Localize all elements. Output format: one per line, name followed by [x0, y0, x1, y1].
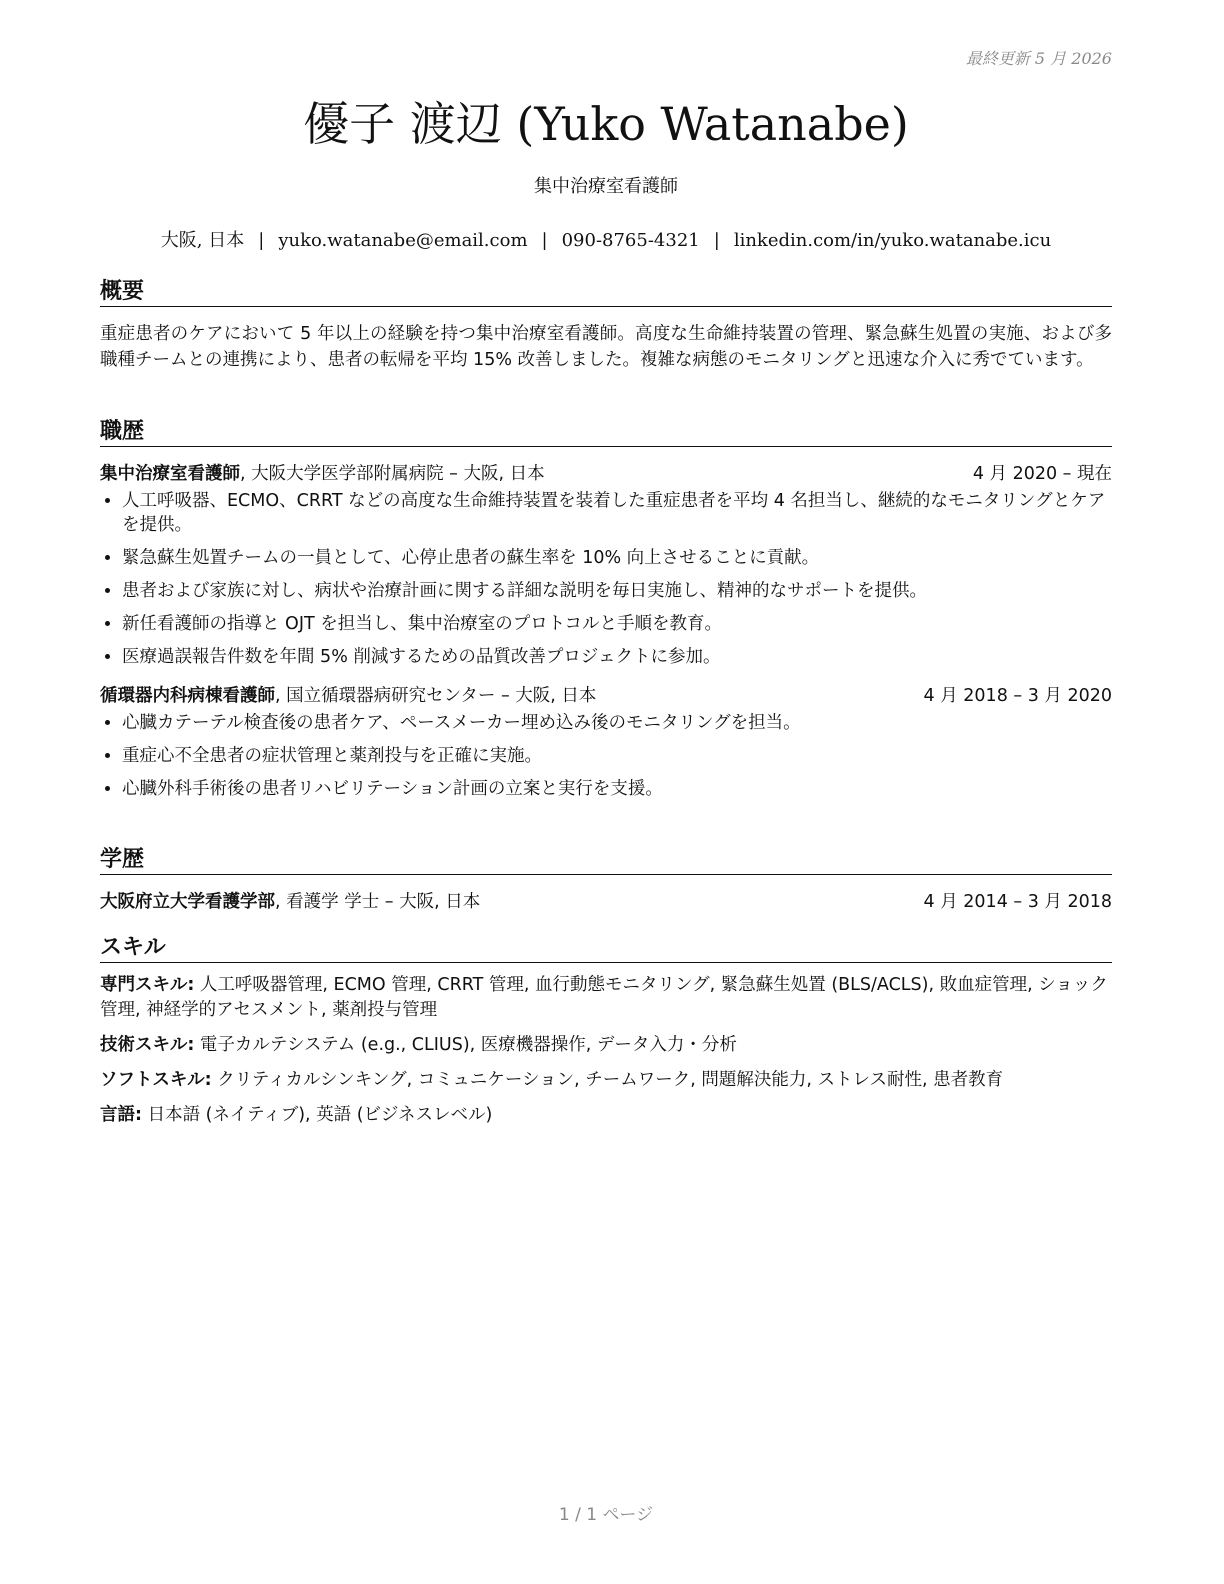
education-dates: 4 月 2014 – 3 月 2018 [923, 892, 1112, 912]
job-bullets [100, 489, 1112, 669]
contact-email[interactable]: yuko.watanabe@email.com [278, 230, 528, 251]
job-title-org [100, 461, 545, 487]
skill-line [100, 1103, 1112, 1128]
education-entry [100, 889, 1112, 915]
summary-text: 重症患者のケアにおいて 5 年以上の経験を持つ集中治療室看護師。高度な生命維持装置の管理、緊急蘇生処置の実施、および多職種チームとの連携により、患者の転帰を平均 15% 改善しました。複雑な病態のモニタリングと迅速な介入に秀でています。 [100, 324, 1112, 370]
skill-line [100, 973, 1112, 1023]
bullet-item: • 緊急蘇生処置チームの一員として、心停止患者の蘇生率を 10% 向上させることに貢献。 [122, 546, 1112, 570]
job-role: 循環器内科病棟看護師 [100, 686, 275, 706]
job-dates: 4 月 2018 – 3 月 2020 [923, 686, 1112, 706]
skill-line [100, 1068, 1112, 1093]
last-updated: 最終更新 5 月 2026 [965, 49, 1112, 68]
job-org: , 国立循環器病研究センター – 大阪, 日本 [275, 686, 597, 706]
summary-section [100, 278, 1112, 373]
page-number: 1 / 1 ページ [558, 1505, 654, 1525]
skill-value: 人工呼吸器管理, ECMO 管理, CRRT 管理, 血行動態モニタリング, 緊急蘇生処置 (BLS/ACLS), 敗血症管理, ショック管理, 神経学的アセスメント, 薬剤投与管理 [100, 975, 1108, 1020]
job-bullets [100, 711, 1112, 801]
contact-linkedin[interactable]: linkedin.com/in/yuko.watanabe.icu [733, 230, 1052, 251]
education-school-detail [100, 889, 480, 915]
job-title-org [100, 683, 596, 709]
section-title-experience: 職歴 [100, 418, 1112, 447]
education-detail: , 看護学 学士 – 大阪, 日本 [275, 892, 481, 912]
job-dates: 4 月 2020 – 現在 [972, 464, 1112, 484]
job-header [100, 683, 1112, 709]
skills-section [100, 934, 1112, 1128]
skill-value: 日本語 (ネイティブ), 英語 (ビジネスレベル) [142, 1105, 493, 1125]
contact-separator: | [258, 230, 265, 251]
person-name: 優子 渡辺 (Yuko Watanabe) [303, 97, 909, 151]
job-entry [100, 683, 1112, 801]
skill-label: 言語: [100, 1105, 142, 1125]
skill-label: ソフトスキル: [100, 1070, 212, 1090]
skill-value: 電子カルテシステム (e.g., CLIUS), 医療機器操作, データ入力・分析 [194, 1035, 737, 1055]
contact-separator: | [541, 230, 548, 251]
section-title-summary: 概要 [100, 278, 1112, 307]
bullet-item: • 新任看護師の指導と OJT を担当し、集中治療室のプロトコルと手順を教育。 [122, 612, 1112, 636]
skill-label: 専門スキル: [100, 975, 195, 995]
job-headline: 集中治療室看護師 [534, 176, 678, 197]
bullet-item: • 人工呼吸器、ECMO、CRRT などの高度な生命維持装置を装着した重症患者を平均 4 名担当し、継続的なモニタリングとケアを提供。 [122, 489, 1112, 537]
bullet-item: • 心臓カテーテル検査後の患者ケア、ペースメーカー埋め込み後のモニタリングを担当。 [122, 711, 1112, 735]
education-section [100, 846, 1112, 915]
bullet-item: • 患者および家族に対し、病状や治療計画に関する詳細な説明を毎日実施し、精神的なサポートを提供。 [122, 579, 1112, 603]
section-title-education: 学歴 [100, 846, 1112, 875]
skill-line [100, 1033, 1112, 1058]
education-school: 大阪府立大学看護学部 [100, 892, 275, 912]
bullet-item: • 医療過誤報告件数を年間 5% 削減するための品質改善プロジェクトに参加。 [122, 645, 1112, 669]
skill-value: クリティカルシンキング, コミュニケーション, チームワーク, 問題解決能力, ストレス耐性, 患者教育 [211, 1070, 1004, 1090]
job-entry [100, 461, 1112, 669]
contact-separator: | [713, 230, 720, 251]
resume-page [100, 0, 1112, 1584]
section-title-skills: スキル [100, 934, 1112, 963]
bullet-item: • 重症心不全患者の症状管理と薬剤投与を正確に実施。 [122, 744, 1112, 768]
bullet-item: • 心臓外科手術後の患者リハビリテーション計画の立案と実行を支援。 [122, 777, 1112, 801]
skill-label: 技術スキル: [100, 1035, 195, 1055]
job-role: 集中治療室看護師 [100, 464, 240, 484]
job-header [100, 461, 1112, 487]
job-org: , 大阪大学医学部附属病院 – 大阪, 日本 [240, 464, 545, 484]
contact-line [100, 226, 1112, 252]
contact-phone: 090-8765-4321 [561, 230, 700, 251]
contact-location: 大阪, 日本 [160, 230, 245, 251]
experience-section [100, 418, 1112, 810]
